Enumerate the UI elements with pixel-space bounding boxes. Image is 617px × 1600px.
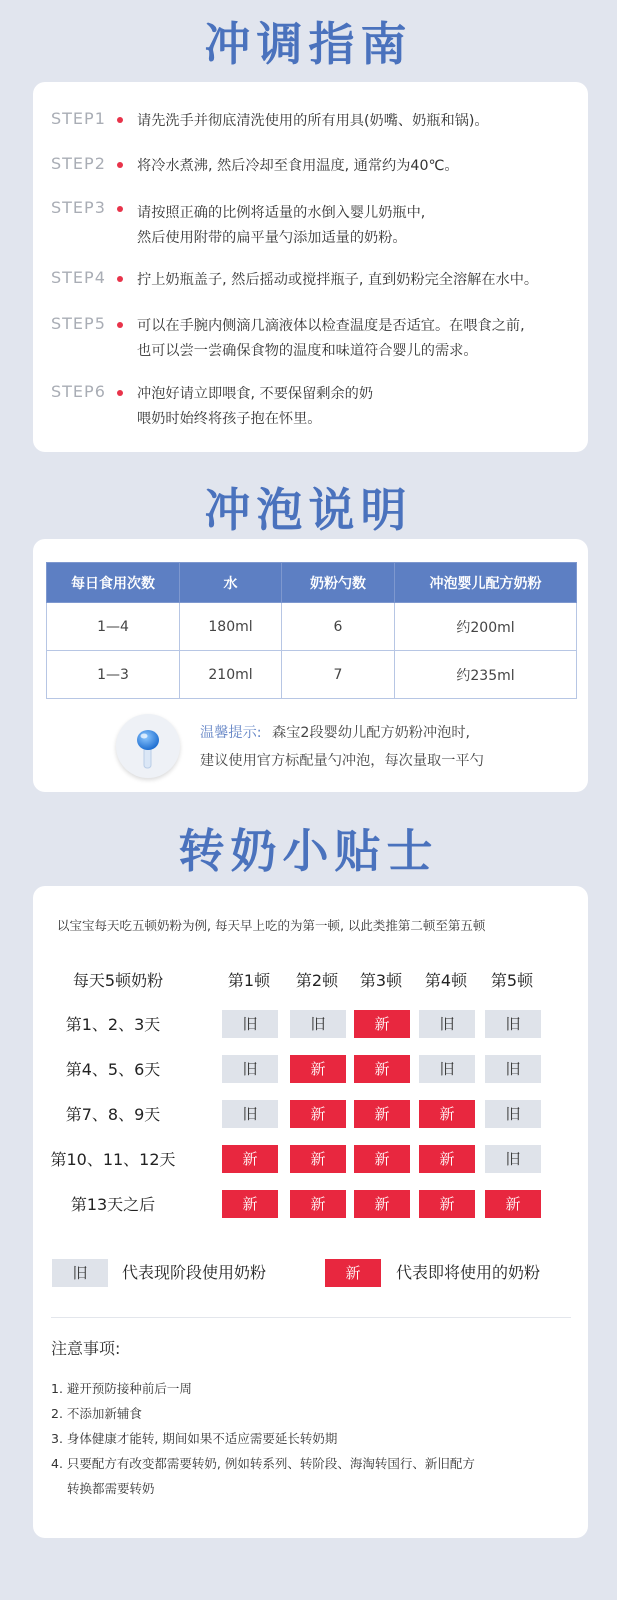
legend-new-text: 代表即将使用的奶粉	[396, 1263, 541, 1282]
old-formula-cell: 旧	[222, 1100, 278, 1128]
step-dot	[117, 162, 123, 168]
note-item: 4. 只要配方有改变都需要转奶, 例如转系列、转阶段、海淘转国行、新旧配方	[51, 1456, 475, 1471]
table-cell: 约200ml	[395, 603, 577, 651]
old-formula-cell: 旧	[222, 1010, 278, 1038]
new-formula-cell: 新	[222, 1190, 278, 1218]
new-formula-cell: 新	[419, 1100, 475, 1128]
grid-row	[33, 1145, 588, 1175]
tip-line: 森宝2段婴幼儿配方奶粉冲泡时,	[272, 725, 471, 741]
table-header-row	[47, 563, 577, 603]
step-line: 冲泡好请立即喂食, 不要保留剩余的奶	[137, 386, 374, 402]
row-label: 第13天之后	[70, 1195, 156, 1214]
old-formula-cell: 旧	[485, 1010, 541, 1038]
transition-title: 转奶小贴士	[178, 824, 439, 878]
old-formula-cell: 旧	[290, 1010, 346, 1038]
step-dot	[117, 206, 123, 212]
new-formula-cell: 新	[354, 1145, 410, 1173]
row-label: 第4、5、6天	[65, 1060, 161, 1079]
old-formula-cell: 旧	[419, 1055, 475, 1083]
table-row	[47, 651, 577, 699]
spoon-icon	[116, 714, 180, 778]
step-text	[137, 154, 577, 179]
step-text	[137, 314, 577, 364]
transition-card	[33, 886, 588, 1538]
column-header: 第2顿	[295, 971, 339, 990]
new-formula-cell: 新	[354, 1100, 410, 1128]
new-formula-cell: 新	[290, 1055, 346, 1083]
row-label: 第10、11、12天	[50, 1150, 176, 1169]
table-header: 冲泡婴儿配方奶粉	[395, 563, 577, 603]
grid-row	[33, 1010, 588, 1040]
step-line: 请先洗手并彻底清洗使用的所有用具(奶嘴、奶瓶和锅)。	[137, 113, 489, 129]
old-formula-cell: 旧	[419, 1010, 475, 1038]
notes-title: 注意事项:	[51, 1339, 121, 1358]
new-formula-cell: 新	[290, 1145, 346, 1173]
table-header: 水	[180, 563, 282, 603]
guide-card	[33, 82, 588, 452]
note-item: 3. 身体健康才能转, 期间如果不适应需要延长转奶期	[51, 1431, 338, 1446]
column-header: 第4顿	[424, 971, 468, 990]
grid-row	[33, 1055, 588, 1085]
step-label: STEP4	[51, 268, 106, 287]
table-cell: 1—4	[47, 603, 180, 651]
new-formula-cell: 新	[290, 1100, 346, 1128]
old-formula-cell: 旧	[485, 1100, 541, 1128]
note-item: 1. 避开预防接种前后一周	[51, 1381, 192, 1396]
step-line: 然后使用附带的扁平量勺添加适量的奶粉。	[137, 230, 407, 246]
legend-old-box: 旧	[52, 1259, 108, 1287]
step-label: STEP2	[51, 154, 106, 173]
new-formula-cell: 新	[222, 1145, 278, 1173]
corner-label: 每天5顿奶粉	[72, 971, 164, 990]
step-label: STEP5	[51, 314, 106, 333]
brewing-table	[46, 562, 577, 699]
intro-text: 以宝宝每天吃五顿奶粉为例, 每天早上吃的为第一顿, 以此类推第二顿至第五顿	[57, 918, 486, 933]
step-line: 拧上奶瓶盖子, 然后摇动或搅拌瓶子, 直到奶粉完全溶解在水中。	[137, 272, 539, 288]
tip-line: 建议使用官方标配量勺冲泡，每次量取一平勺	[200, 753, 484, 769]
guide-title: 冲调指南	[204, 17, 413, 71]
table-cell: 约235ml	[395, 651, 577, 699]
new-formula-cell: 新	[290, 1190, 346, 1218]
step-dot	[117, 276, 123, 282]
table-cell: 210ml	[180, 651, 282, 699]
table-cell: 1—3	[47, 651, 180, 699]
step-dot	[117, 390, 123, 396]
tip-prefix: 温馨提示:	[200, 725, 262, 741]
table-cell: 6	[282, 603, 395, 651]
step-line: 请按照正确的比例将适量的水倒入婴儿奶瓶中,	[137, 205, 426, 221]
grid-row	[33, 1100, 588, 1130]
step-text	[137, 109, 577, 134]
legend-new-box: 新	[325, 1259, 381, 1287]
table-row	[47, 603, 577, 651]
step-line: 喂奶时始终将孩子抱在怀里。	[137, 411, 322, 427]
table-header: 奶粉勺数	[282, 563, 395, 603]
column-header: 第1顿	[227, 971, 271, 990]
new-formula-cell: 新	[354, 1055, 410, 1083]
step-dot	[117, 117, 123, 123]
row-label: 第1、2、3天	[65, 1015, 161, 1034]
table-cell: 180ml	[180, 603, 282, 651]
column-header: 第5顿	[490, 971, 534, 990]
table-header: 每日食用次数	[47, 563, 180, 603]
old-formula-cell: 旧	[485, 1145, 541, 1173]
step-label: STEP3	[51, 198, 106, 217]
legend-old-text: 代表现阶段使用奶粉	[122, 1263, 267, 1282]
old-formula-cell: 旧	[485, 1055, 541, 1083]
new-formula-cell: 新	[419, 1190, 475, 1218]
brewing-card	[33, 539, 588, 792]
notes-list	[51, 1376, 571, 1501]
grid-header-row	[33, 966, 588, 996]
new-formula-cell: 新	[485, 1190, 541, 1218]
step-line: 可以在手腕内侧滴几滴液体以检查温度是否适宜。在喂食之前,	[137, 318, 525, 334]
brewing-title: 冲泡说明	[204, 483, 413, 537]
new-formula-cell: 新	[419, 1145, 475, 1173]
step-line: 将冷水煮沸, 然后冷却至食用温度, 通常约为40℃。	[137, 158, 459, 174]
new-formula-cell: 新	[354, 1190, 410, 1218]
grid-row	[33, 1190, 588, 1220]
step-line: 也可以尝一尝确保食物的温度和味道符合婴儿的需求。	[137, 343, 478, 359]
step-dot	[117, 322, 123, 328]
note-item: 转换都需要转奶	[67, 1481, 155, 1496]
table-cell: 7	[282, 651, 395, 699]
note-item: 2. 不添加新辅食	[51, 1406, 142, 1421]
step-text	[137, 201, 577, 251]
column-header: 第3顿	[359, 971, 403, 990]
divider	[51, 1317, 571, 1318]
step-label: STEP1	[51, 109, 106, 128]
step-label: STEP6	[51, 382, 106, 401]
step-text	[137, 268, 577, 293]
old-formula-cell: 旧	[222, 1055, 278, 1083]
tip-text	[200, 719, 484, 775]
new-formula-cell: 新	[354, 1010, 410, 1038]
row-label: 第7、8、9天	[65, 1105, 161, 1124]
step-text	[137, 382, 577, 432]
